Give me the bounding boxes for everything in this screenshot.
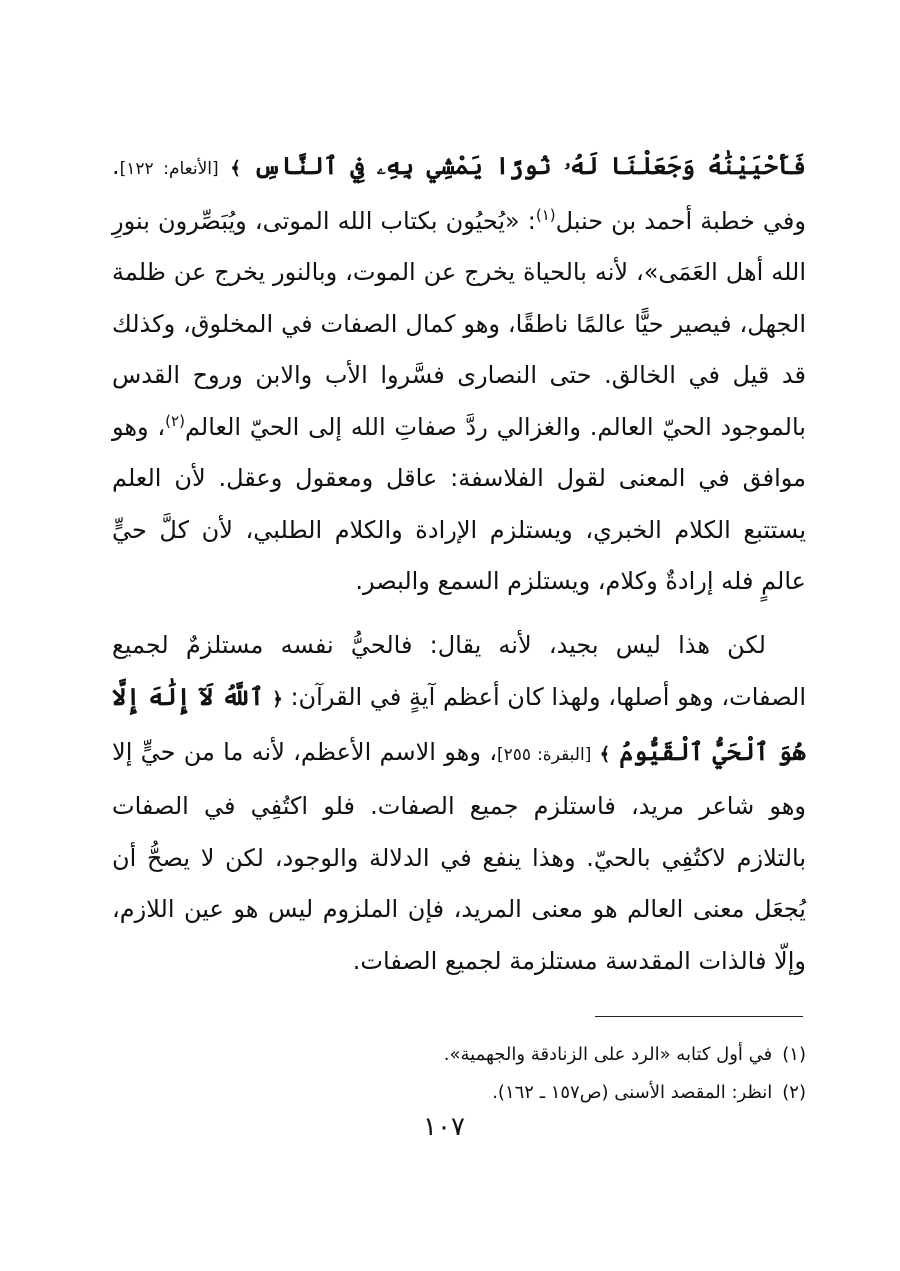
verse-text: ٱللَّهُ لَآ إِلَٰهَ إِلَّا هُوَ ٱلْحَيُّ ٱلْقَيُّومُ bbox=[112, 682, 806, 766]
paragraph-text: : «يُحيُون بكتاب الله الموتى، ويُبَصِّرون بنورِ الله أهل العَمَى»، لأنه بالحياة يخرج عن الموت، وبالنور يخرج عن ظلمة الجهل، فيصير حيًّا عالمًا ناطقًا، وهو كمال الصفات في المخلوق، وكذلك قد قيل في الخالق. حتى النصارى فسَّروا الأب والابن وروح القدس بالموجود الحيّ العالم. والغزالي ردَّ صفاتِ الله إلى الحيّ العالم bbox=[112, 206, 806, 441]
verse-text: فَأَحْيَيْنَٰهُ وَجَعَلْنَا لَهُۥ نُورًا يَمْشِي بِهِۦ فِي ٱلنَّاسِ bbox=[253, 151, 806, 180]
paragraph-text: ، وهو موافق في المعنى لقول الفلاسفة: عاقل ومعقول وعقل. لأن العلم يستتبع الكلام الخبري، ويستلزم الإرادة والكلام الطلبي، لأن كلَّ حيٍّ عالمٍ فله إرادةٌ وكلام، ويستلزم السمع والبصر. bbox=[112, 412, 806, 595]
opening-ornate-bracket: ﴿ bbox=[272, 689, 283, 710]
footnote-text: انظر: المقصد الأسنى (ص١٥٧ ـ ١٦٢). bbox=[492, 1082, 773, 1103]
closing-ornate-bracket: ﴾ bbox=[599, 743, 611, 765]
page-number: ١٠٧ bbox=[423, 1112, 465, 1142]
footnote-marker[interactable]: (١) bbox=[535, 205, 556, 224]
footnote-marker[interactable]: (٢) bbox=[165, 411, 185, 430]
footnotes bbox=[112, 1036, 806, 1112]
verse-reference: [الأنعام: ١٢٢] bbox=[119, 159, 219, 179]
verse-reference: [البقرة: ٢٥٥] bbox=[496, 744, 592, 765]
paragraph-1 bbox=[112, 140, 806, 608]
footnote-2 bbox=[112, 1074, 806, 1112]
paragraph-text: . وفي خطبة أحمد بن حنبل bbox=[112, 152, 806, 235]
main-text bbox=[112, 140, 806, 987]
quran-verse-anam bbox=[230, 151, 806, 180]
footnote-number: (١) bbox=[782, 1044, 806, 1065]
paragraph-text: لكن هذا ليس بجيد، لأنه يقال: فالحيُّ نفسه مستلزمٌ لجميع الصفات، وهو أصلها، ولهذا كان أعظم آيةٍ في القرآن: bbox=[112, 630, 806, 711]
footnote-text: في أول كتابه «الرد على الزنادقة والجهمية». bbox=[443, 1044, 773, 1065]
footnote-number: (٢) bbox=[782, 1082, 806, 1103]
footnote-divider bbox=[595, 1016, 803, 1017]
paragraph-2 bbox=[112, 620, 806, 988]
closing-ornate-bracket: ﴾ bbox=[230, 158, 241, 179]
footnote-1 bbox=[112, 1036, 806, 1074]
paragraph-text: ، وهو الاسم الأعظم، لأنه ما من حيٍّ إلا وهو شاعر مريد، فاستلزم جميع الصفات. فلو اكتُفِي في الصفات بالتلازم لاكتُفِي بالحيّ. وهذا ينفع في الدلالة والوجود، لكن لا يصحُّ أن يُجعَل معنى العالم هو معنى المريد، فإن الملزوم ليس هو عين اللازم، وإلّا فالذات المقدسة مستلزمة لجميع الصفات. bbox=[112, 737, 806, 975]
